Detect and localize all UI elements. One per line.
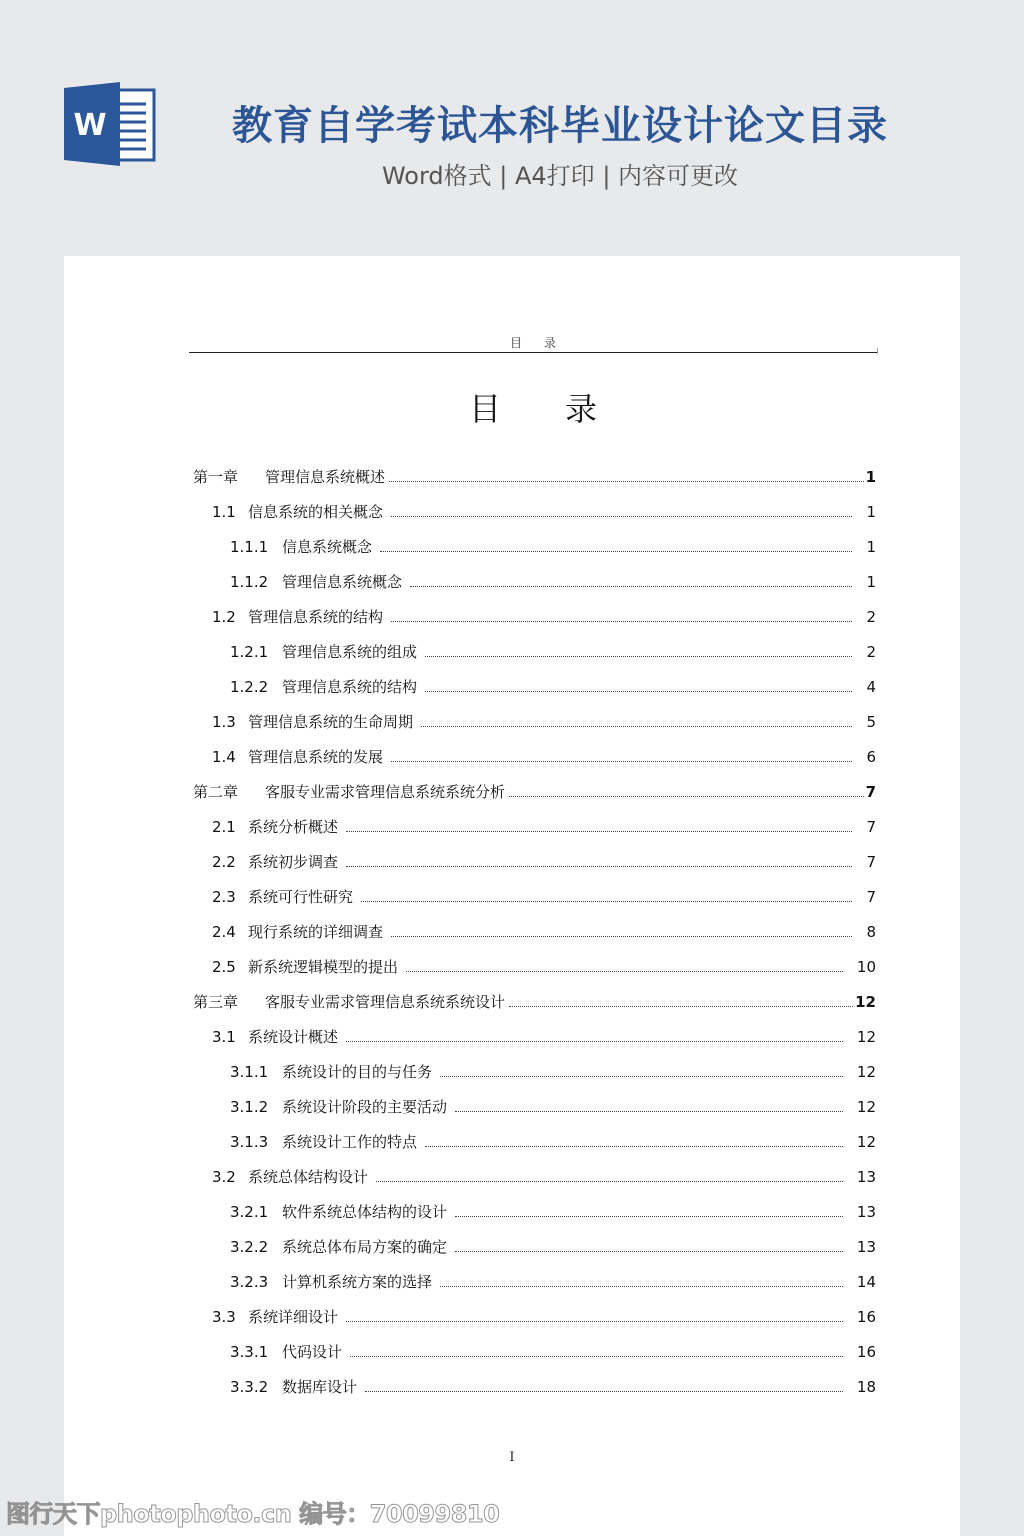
- toc-entry-title: 系统设计的目的与任务: [282, 1063, 433, 1081]
- toc-entry-number: 第一章: [193, 468, 239, 486]
- toc-dot-leader: [389, 480, 864, 482]
- toc-title: 目录: [468, 390, 661, 428]
- toc-entry[interactable]: [64, 669, 960, 704]
- toc-entry-page: 12: [856, 1062, 876, 1081]
- toc-entry-page: 12: [856, 1027, 876, 1046]
- banner-title: 教育自学考试本科毕业设计论文目录: [232, 103, 888, 149]
- toc-dot-leader: [391, 935, 852, 937]
- toc-entry-page: 18: [856, 1377, 876, 1396]
- toc-entry-title: 代码设计: [282, 1343, 343, 1361]
- toc-entry-title: 系统初步调查: [248, 853, 339, 871]
- header-margin-mark: [877, 348, 878, 354]
- toc-entry-title: 信息系统概念: [282, 538, 373, 556]
- toc-entry-title: 系统设计工作的特点: [282, 1133, 418, 1151]
- toc-entry-number: 3.3.2: [230, 1377, 269, 1396]
- toc-entry-number: 第三章: [193, 993, 239, 1011]
- toc-entry[interactable]: [64, 599, 960, 634]
- toc-entry-title: 客服专业需求管理信息系统系统设计: [265, 993, 506, 1011]
- toc-entry-title: 软件系统总体结构的设计: [282, 1203, 448, 1221]
- toc-dot-leader: [391, 620, 852, 622]
- toc-dot-leader: [410, 585, 852, 587]
- document-page: [64, 256, 960, 1536]
- toc-entry-page: 7: [866, 817, 876, 836]
- watermark: 图行天下photophoto.cn 编号：70099810: [6, 1500, 500, 1528]
- toc-entry-title: 管理信息系统的生命周期: [248, 713, 414, 731]
- toc-entry-title: 计算机系统方案的选择: [282, 1273, 433, 1291]
- toc-entry-number: 1.2.1: [230, 642, 269, 661]
- toc-dot-leader: [346, 830, 852, 832]
- header-rule: [189, 352, 877, 353]
- toc-entry[interactable]: [64, 1369, 960, 1404]
- toc-entry-number: 3.2.1: [230, 1202, 269, 1221]
- toc-entry-page: 13: [856, 1202, 876, 1221]
- toc-dot-leader: [455, 1215, 843, 1217]
- toc-entry[interactable]: [64, 949, 960, 984]
- toc-entry-page: 10: [856, 957, 876, 976]
- toc-entry[interactable]: [64, 1124, 960, 1159]
- toc-entry[interactable]: [64, 1159, 960, 1194]
- toc-entry-number: 1.1.1: [230, 537, 269, 556]
- toc-dot-leader: [365, 1390, 843, 1392]
- toc-dot-leader: [509, 795, 864, 797]
- toc-entry-title: 系统总体布局方案的确定: [282, 1238, 448, 1256]
- toc-entry-number: 3.1: [212, 1027, 236, 1046]
- toc-entry[interactable]: [64, 844, 960, 879]
- toc-dot-leader: [391, 760, 852, 762]
- toc-entry-page: 4: [866, 677, 876, 696]
- toc-entry[interactable]: [64, 1089, 960, 1124]
- toc-entry[interactable]: [64, 529, 960, 564]
- word-logo-icon: [64, 82, 156, 166]
- toc-entry-number: 1.2: [212, 607, 236, 626]
- toc-entry-title: 信息系统的相关概念: [248, 503, 384, 521]
- toc-entry[interactable]: [64, 809, 960, 844]
- toc-entry-number: 1.3: [212, 712, 236, 731]
- toc-entry-page: 1: [866, 537, 876, 556]
- toc-entry-page: 12: [855, 992, 876, 1011]
- toc-entry[interactable]: [64, 879, 960, 914]
- toc-entry-number: 3.1.1: [230, 1062, 269, 1081]
- toc-dot-leader: [406, 970, 843, 972]
- toc-entry-number: 第二章: [193, 783, 239, 801]
- toc-entry-page: 12: [856, 1132, 876, 1151]
- toc-entry-page: 1: [865, 467, 876, 486]
- toc-entry-page: 14: [856, 1272, 876, 1291]
- toc-entry-number: 3.1.2: [230, 1097, 269, 1116]
- toc-entry-title: 管理信息系统的结构: [282, 678, 418, 696]
- toc-entry-number: 1.4: [212, 747, 236, 766]
- toc-entry-title: 数据库设计: [282, 1378, 358, 1396]
- word-logo-letter: W: [73, 108, 107, 143]
- toc-dot-leader: [346, 865, 852, 867]
- toc-entry-number: 2.1: [212, 817, 236, 836]
- toc-entry-page: 5: [866, 712, 876, 731]
- toc-entry-page: 7: [865, 782, 876, 801]
- toc-dot-leader: [380, 550, 852, 552]
- toc-dot-leader: [346, 1040, 843, 1042]
- toc-entry-page: 7: [866, 887, 876, 906]
- toc-entry-title: 管理信息系统的结构: [248, 608, 384, 626]
- toc-entry-number: 3.1.3: [230, 1132, 269, 1151]
- toc-entry[interactable]: [64, 1299, 960, 1334]
- toc-dot-leader: [376, 1180, 843, 1182]
- toc-entry[interactable]: [64, 914, 960, 949]
- toc-entry[interactable]: [64, 984, 960, 1019]
- toc-entry[interactable]: [64, 1229, 960, 1264]
- toc-entry-title: 系统设计阶段的主要活动: [282, 1098, 448, 1116]
- toc-entry-number: 1.2.2: [230, 677, 269, 696]
- toc-entry-number: 1.1: [212, 502, 236, 521]
- toc-entry-number: 2.4: [212, 922, 236, 941]
- toc-entry-page: 16: [856, 1307, 876, 1326]
- toc-entry-title: 管理信息系统的发展: [248, 748, 384, 766]
- toc-entry[interactable]: [64, 1054, 960, 1089]
- toc-dot-leader: [425, 690, 852, 692]
- toc-entry[interactable]: [64, 739, 960, 774]
- toc-entry-page: 1: [866, 502, 876, 521]
- page-number: I: [509, 1450, 515, 1465]
- toc-entry-page: 1: [866, 572, 876, 591]
- toc-entry[interactable]: [64, 1264, 960, 1299]
- toc-entry-page: 8: [866, 922, 876, 941]
- banner-subtitle: Word格式 | A4打印 | 内容可更改: [381, 162, 739, 190]
- toc-entry[interactable]: [64, 704, 960, 739]
- toc-entry-title: 现行系统的详细调查: [248, 923, 384, 941]
- toc-dot-leader: [421, 725, 852, 727]
- toc-entry-page: 2: [866, 642, 876, 661]
- toc-entry-number: 3.2.2: [230, 1237, 269, 1256]
- toc-entry-title: 系统设计概述: [248, 1028, 339, 1046]
- toc-entry-page: 13: [856, 1237, 876, 1256]
- toc-entry-number: 1.1.2: [230, 572, 269, 591]
- toc-entry-title: 系统可行性研究: [248, 888, 354, 906]
- toc-entry-page: 2: [866, 607, 876, 626]
- running-header: 目录: [509, 336, 578, 350]
- toc-dot-leader: [391, 515, 852, 517]
- toc-dot-leader: [440, 1075, 843, 1077]
- toc-entry-title: 客服专业需求管理信息系统系统分析: [265, 783, 506, 801]
- toc-entry-number: 2.3: [212, 887, 236, 906]
- toc-entry-title: 系统分析概述: [248, 818, 339, 836]
- toc-entry[interactable]: [64, 634, 960, 669]
- toc-entry-page: 12: [856, 1097, 876, 1116]
- toc-entry-page: 6: [866, 747, 876, 766]
- toc-entry-number: 2.2: [212, 852, 236, 871]
- toc-dot-leader: [455, 1110, 843, 1112]
- toc-entry[interactable]: [64, 459, 960, 494]
- banner: [0, 0, 1024, 256]
- toc-entry-number: 3.2.3: [230, 1272, 269, 1291]
- toc-dot-leader: [350, 1355, 843, 1357]
- toc-dot-leader: [509, 1005, 853, 1007]
- toc-entry-title: 系统总体结构设计: [248, 1168, 369, 1186]
- toc-dot-leader: [425, 655, 852, 657]
- toc-dot-leader: [455, 1250, 843, 1252]
- toc-entry[interactable]: [64, 1194, 960, 1229]
- toc-entry-page: 7: [866, 852, 876, 871]
- toc-entry-page: 13: [856, 1167, 876, 1186]
- toc-dot-leader: [425, 1145, 843, 1147]
- table-of-contents: [64, 459, 960, 1404]
- toc-dot-leader: [361, 900, 852, 902]
- toc-entry-number: 3.3.1: [230, 1342, 269, 1361]
- toc-entry-title: 管理信息系统的组成: [282, 643, 418, 661]
- toc-entry-page: 16: [856, 1342, 876, 1361]
- toc-entry-title: 管理信息系统概述: [265, 468, 386, 486]
- toc-dot-leader: [346, 1320, 843, 1322]
- toc-entry[interactable]: [64, 1019, 960, 1054]
- toc-entry-title: 管理信息系统概念: [282, 573, 403, 591]
- toc-entry[interactable]: [64, 774, 960, 809]
- toc-entry[interactable]: [64, 564, 960, 599]
- toc-entry[interactable]: [64, 1334, 960, 1369]
- toc-entry[interactable]: [64, 494, 960, 529]
- toc-entry-title: 系统详细设计: [248, 1308, 339, 1326]
- toc-entry-number: 3.3: [212, 1307, 236, 1326]
- toc-entry-title: 新系统逻辑模型的提出: [248, 958, 399, 976]
- toc-dot-leader: [440, 1285, 843, 1287]
- toc-entry-number: 3.2: [212, 1167, 236, 1186]
- toc-entry-number: 2.5: [212, 957, 236, 976]
